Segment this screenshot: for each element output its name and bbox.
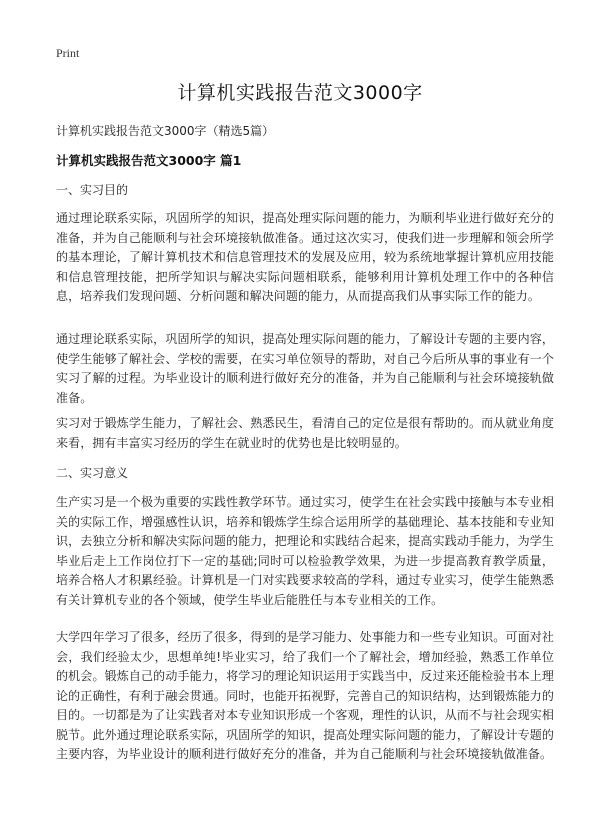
heading-significance: 二、实习意义 (56, 466, 129, 480)
section-title: 计算机实践报告范文3000字 篇1 (56, 153, 242, 168)
paragraph-purpose-1: 通过理论联系实际，巩固所学的知识，提高处理实际问题的能力，为顺利毕业进行做好充分的准备，并为自己能顺利与社会环境接轨做准备。通过这次实习，使我们进一步理解和领会所学的基本理论，了解计算机技术和信息管理技术的发展及应用，较为系统地掌握计算机应用技能和信息管理技能，把所学知识与解决实际问题相联系，能够利用计算机处理工作中的各种信息，培养我们发现问题、分析问题和解决问题的能力，从而提高我们从事实际工作的能力。 (56, 211, 554, 303)
paragraph-significance-2: 大学四年学习了很多，经历了很多，得到的是学习能力、处事能力和一些专业知识。可面对社会，我们经验太少，思想单纯!毕业实习，给了我们一个了解社会，增加经验，熟悉工作单位的机会。锻炼自己的动手能力，将学习的理论知识运用于实践当中，反过来还能检验书本上理论的正确性，有利于融会贯通。同时，也能开拓视野，完善自己的知识结构，达到锻炼能力的目的。一切都是为了让实践者对本专业知识形成一个客观，理性的认识，从而不与社会现实相脱节。此外通过理论联系实际，巩固所学的知识，提高处理实际问题的能力，了解设计专题的主要内容，为毕业设计的顺利进行做好充分的准备，并为自己能顺利与社会环境接轨做准备。 (56, 630, 554, 761)
paragraph-significance-1: 生产实习是一个极为重要的实践性教学环节。通过实习，使学生在社会实践中接触与本专业相关的实际工作，增强感性认识，培养和锻炼学生综合运用所学的基础理论、基本技能和专业知识，去独立分析和解决实际问题的能力，把理论和实践结合起来，提高实践动手能力，为学生毕业后走上工作岗位打下一定的基础;同时可以检验教学效果，为进一步提高教育教学质量，培养合格人才积累经验。计算机是一门对实践要求较高的学科，通过专业实习，使学生能熟悉有关计算机专业的各个领域，使学生毕业后能胜任与本专业相关的工作。 (56, 495, 554, 607)
heading-purpose: 一、实习目的 (56, 183, 129, 197)
paragraph-purpose-3: 实习对于锻炼学生能力，了解社会、熟悉民生，看清自己的定位是很有帮助的。而从就业角度来看，拥有丰富实习经历的学生在就业时的优势也是比较明显的。 (56, 416, 554, 450)
document-subtitle: 计算机实践报告范文3000字（精选5篇） (56, 124, 275, 138)
paragraph-purpose-2: 通过理论联系实际，巩固所学的知识，提高处理实际问题的能力，了解设计专题的主要内容，使学生能够了解社会、学校的需要，在实习单位领导的帮助，对自己今后所从事的事业有一个实习了解的过程。为毕业设计的顺利进行做好充分的准备，并为自己能顺利与社会环境接轨做准备。 (56, 332, 554, 405)
print-link[interactable]: Print (56, 46, 80, 60)
document-title: 计算机实践报告范文3000字 (177, 82, 423, 104)
